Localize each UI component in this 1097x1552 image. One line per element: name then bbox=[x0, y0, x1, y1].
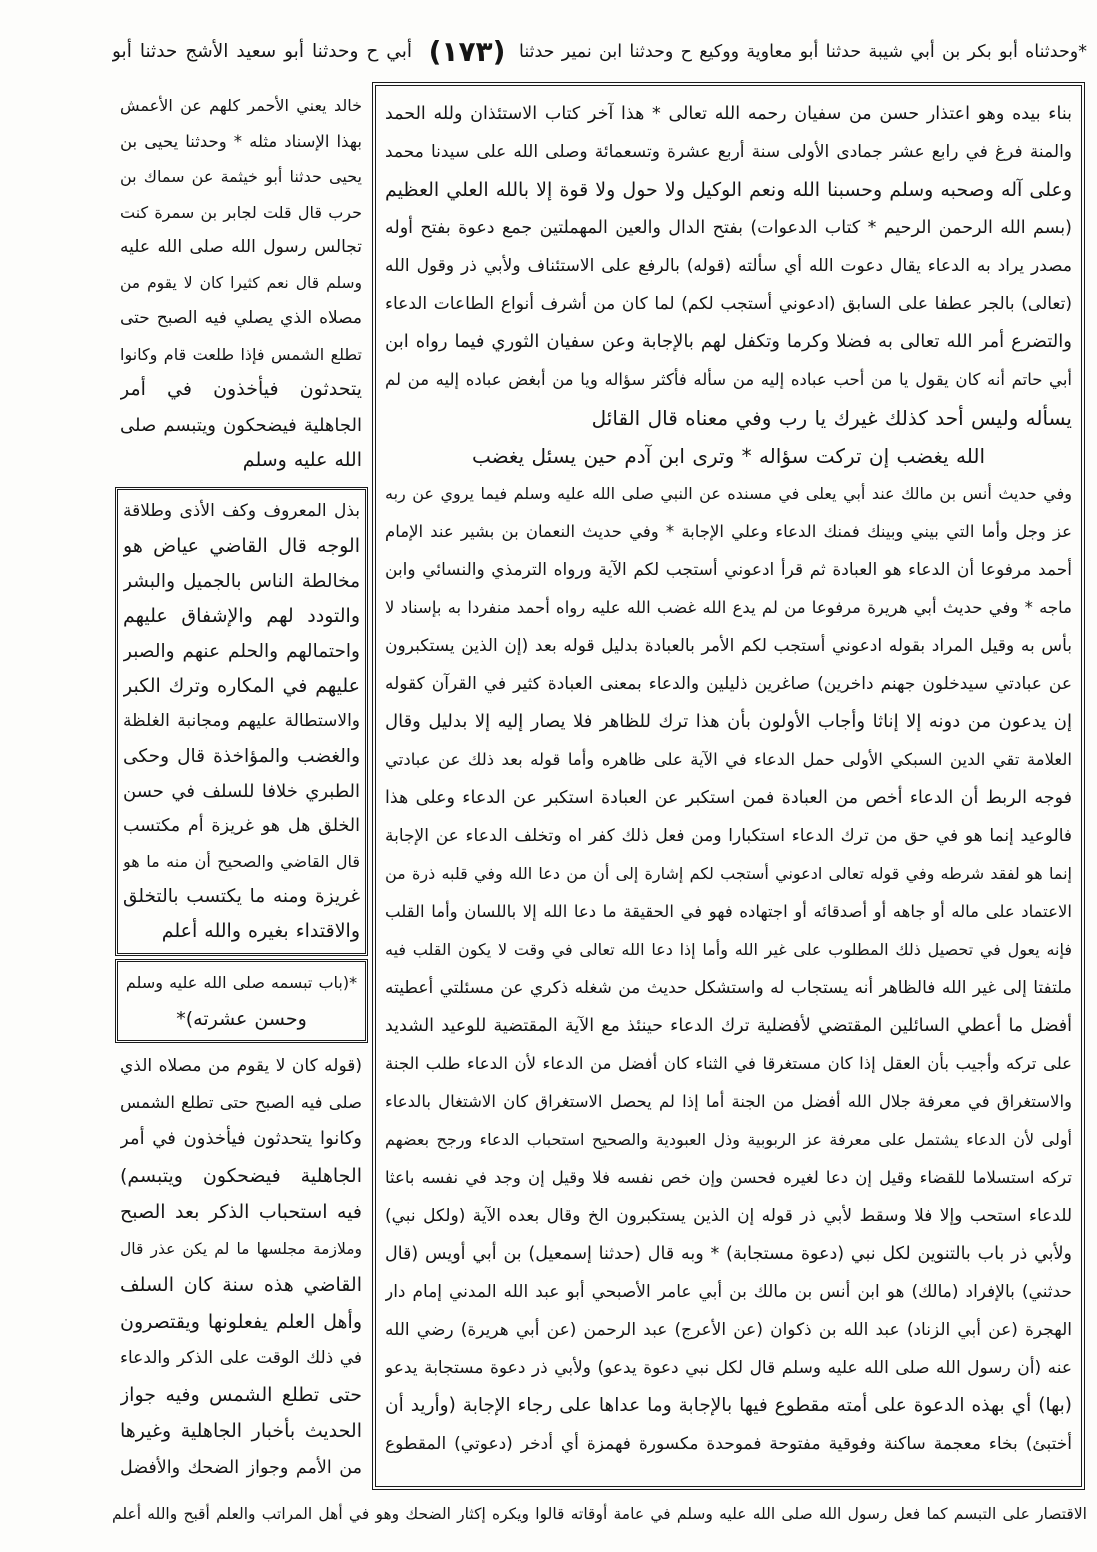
side-note-line: حتى تطلع الشمس وفيه جواز bbox=[120, 1383, 362, 1406]
commentary-line: عز وجل وأما التي بيني وبينك فمنك الدعاء وعلي الإجابة * وفي حديث النعمان بن بشير عند الإمام bbox=[385, 522, 1072, 541]
hadith-line: تطلع الشمس فإذا طلعت قام وكانوا bbox=[120, 344, 362, 364]
hadith-line: الله عليه وسلم bbox=[242, 449, 362, 471]
page-header bbox=[112, 28, 1087, 78]
commentary-line: للدعاء استحب وإلا فلا وسقط لأبي ذر قوله إن الذين يستكبرون الخ وقال بعده الآية (ولكل نبي) bbox=[385, 1206, 1072, 1226]
commentary-line: فإنه يعول في تحصيل ذلك المطلوب على غير الله وأما إذا دعا الله تعالى في وقت لا يكون القلب فيه bbox=[385, 940, 1072, 959]
side-note-line: القاضي هذه سنة كان السلف bbox=[120, 1274, 362, 1296]
commentary-line: الهجرة (عن أبي الزناد) عبد الله بن ذكوان (عن الأعرج) عبد الرحمن (عن أبي هريرة) رضي الله bbox=[385, 1320, 1072, 1340]
commentary-line: العلامة تقي الدين السبكي الأولى حمل الدعاء في الآية على ظاهره وأما قوله بعد ذلك عن عبادتي bbox=[385, 750, 1072, 769]
commentary-line: بأس به وقيل المراد بقوله ادعوني أستجب لكم الأمر بالعبادة بدليل قوله بعد (إن الذين يستكبرون bbox=[385, 636, 1072, 656]
page-footer bbox=[112, 1493, 1087, 1535]
chapter-heading-line: *(باب تبسمه صلى الله عليه وسلم bbox=[125, 973, 358, 992]
side-note-line: وملازمة مجلسها ما لم يكن عذر قال bbox=[120, 1239, 362, 1258]
hadith-line: خالد يعني الأحمر كلهم عن الأعمش bbox=[120, 96, 362, 115]
side-note-line: الجاهلية فيضحكون ويتبسم) bbox=[120, 1164, 362, 1187]
side-notes bbox=[116, 1046, 366, 1490]
side-note-line: وأهل العلم يفعلونها ويقتصرون bbox=[120, 1310, 362, 1333]
hadith-text bbox=[116, 86, 366, 484]
commentary-line: الله يغضب إن تركت سؤاله * وترى ابن آدم حين يسئل يغضب bbox=[471, 444, 986, 468]
side-commentary-line: بذل المعروف وكف الأذى وطلاقة bbox=[123, 501, 360, 521]
commentary-line: (بسم الله الرحمن الرحيم * كتاب الدعوات) بفتح الدال والعين المهملتين جمع دعوة بفتح أوله bbox=[385, 218, 1072, 238]
footer-line: الاقتصار على التبسم كما فعل رسول الله صلى الله عليه وسلم في عامة أوقاته قالوا ويكره إكثار الضحك وهو في أهل المراتب والعلم أقبح والله أعلم bbox=[112, 1505, 1087, 1523]
commentary-line: أولى لأن الدعاء يشتمل على معرفة عز الربوبية وذل العبودية والصحيح استحباب الدعاء ورجح بعضهم bbox=[385, 1130, 1072, 1149]
side-note-line: (قوله كان لا يقوم من مصلاه الذي bbox=[120, 1056, 362, 1076]
page-number: (١٧٣) bbox=[428, 35, 506, 68]
commentary-line: يسأله وليس أحد كذلك غيرك يا رب وفي معناه قال القائل bbox=[591, 406, 1072, 430]
side-commentary-line: واحتمالهم والحلم عنهم والصبر bbox=[123, 641, 360, 662]
commentary-line: على تركه وأجيب بأن العقل إذا كان مستغرقا في الثناء كان أفضل من الدعاء لأن الدعاء طلب الجنة bbox=[385, 1054, 1072, 1073]
header-isnad-right: *وحدثناه أبو بكر بن أبي شيبة حدثنا أبو معاوية ووكيع ح وحدثنا ابن نمير حدثنا bbox=[519, 42, 1087, 62]
commentary-line: عن عبادتي سيدخلون جهنم داخرين) صاغرين ذليلين والدعاء بمعنى العبادة كثير في القرآن كقوله bbox=[385, 674, 1072, 694]
commentary-line: والتضرع أمر الله تعالى به فضلا وكرما وتكفل لهم بالإجابة وعن سفيان الثوري فيما رواه ابن bbox=[385, 331, 1072, 352]
commentary-line: أختبئ) بخاء معجمة ساكنة وفوقية مفتوحة فموحدة مكسورة فهمزة أي أدخر (دعوتي) المقطوع bbox=[385, 1434, 1072, 1454]
side-commentary-line: والغضب والمؤاخذة قال وحكى bbox=[123, 746, 360, 767]
side-note-line: من الأمم وجواز الضحك والأفضل bbox=[120, 1457, 362, 1478]
hadith-line: تجالس رسول الله صلى الله عليه bbox=[120, 237, 362, 257]
commentary-line: إن يدعون من دونه إلا إناثا وأجاب الأولون بأن هذا ترك للظاهر فلا يصار إليه إلا بدليل وقال bbox=[385, 711, 1072, 732]
side-note-line: صلى فيه الصبح حتى تطلع الشمس bbox=[120, 1092, 362, 1112]
side-commentary-line: والاستطالة عليهم ومجانبة الغلظة bbox=[123, 711, 360, 731]
hadith-line: حرب قال قلت لجابر بن سمرة كنت bbox=[120, 202, 362, 222]
commentary-line: فالوعيد إنما هو في حق من ترك الدعاء استكبارا ومن فعل ذلك كفر اه وتخلف الدعاء عن الإجابة bbox=[385, 826, 1072, 846]
header-isnad-left: أبي ح وحدثنا أبو سعيد الأشج حدثنا أبو bbox=[112, 41, 412, 62]
side-note-line: فيه استحباب الذكر بعد الصبح bbox=[120, 1201, 362, 1223]
side-commentary-line: الخلق هل هو غريزة أم مكتسب bbox=[123, 816, 360, 836]
side-commentary-line: والتودد لهم والإشفاق عليهم bbox=[123, 605, 360, 627]
hadith-line: يتحدثون فيأخذون في أمر bbox=[120, 378, 362, 400]
hadith-line: يحيى حدثنا أبو خيثمة عن سماك بن bbox=[120, 167, 362, 186]
side-commentary-line: مخالطة الناس بالجميل والبشر bbox=[123, 571, 360, 592]
commentary-line: والمنة فرغ في رابع عشر جمادى الأولى سنة أربع عشرة وتسعمائة وصلى الله على سيدنا محمد bbox=[385, 142, 1072, 162]
chapter-heading bbox=[115, 959, 368, 1043]
commentary-line: (بها) أي بهذه الدعوة على أمته مقطوع فيها بالإجابة وما عداها على رجاء الإجابة (وأريد أن bbox=[385, 1395, 1072, 1416]
commentary-line: فوجه الربط أن الدعاء أخص من العبادة فمن استكبر عن العبادة استكبر عن الدعاء وعلى هذا bbox=[385, 788, 1072, 808]
commentary-line: (تعالى) بالجر عطفا على السابق (ادعوني أستجب لكم) لما كان من أشرف أنواع الطاعات الدعاء bbox=[385, 294, 1072, 314]
commentary-line: إنما هو لفقد شرطه وفي قوله تعالى ادعوني أستجب لكم إشارة إلى أن من دعا الله وفي قلبه ذرة من bbox=[385, 864, 1072, 883]
commentary-line: وفي حديث أنس بن مالك عند أبي يعلى في مسنده عن النبي صلى الله عليه وسلم فيما يروي عن ربه bbox=[385, 484, 1072, 503]
chapter-heading-line: وحسن عشرته)* bbox=[176, 1008, 307, 1030]
commentary-line: أحمد مرفوعا أن الدعاء هو العبادة ثم قرأ ادعوني أستجب لكم الآية ورواه الترمذي والنسائي وابن bbox=[385, 560, 1072, 580]
commentary-line: تركه استسلاما للقضاء وقيل إن دعا لغيره فحسن وإن خص نفسه فلا وقيل إن وجد في نفسه باعثا bbox=[385, 1168, 1072, 1187]
commentary-line: حدثني) بالإفراد (مالك) هو ابن أنس بن مالك بن أبي عامر الأصبحي أبو عبد الله المدني إمام دار bbox=[385, 1282, 1072, 1302]
side-commentary bbox=[115, 487, 368, 956]
commentary-line: ملتفتا إلى غير الله فالظاهر أنه يستجاب له واستشكل حديث من شغله ذكري عن مسئلتي أعطيته bbox=[385, 978, 1072, 998]
side-commentary-line: والاقتداء بغيره والله أعلم bbox=[161, 920, 360, 942]
commentary-line: ماجه * وفي حديث أبي هريرة مرفوعا من لم يدع الله غضب الله عليه رواه أحمد منفردا به بإسناد لا bbox=[385, 598, 1072, 617]
main-commentary bbox=[372, 82, 1085, 1490]
side-commentary-line: غريزة ومنه ما يكتسب بالتخلق bbox=[123, 886, 360, 907]
side-note-line: وكانوا يتحدثون فيأخذون في أمر bbox=[120, 1128, 362, 1149]
hadith-line: مصلاه الذي يصلي فيه الصبح حتى bbox=[120, 308, 362, 328]
commentary-line: وعلى آله وصحبه وسلم وحسبنا الله ونعم الوكيل ولا حول ولا قوة إلا بالله العلي العظيم bbox=[385, 179, 1072, 201]
commentary-line: ولأبي ذر باب بالتنوين لكل نبي (دعوة مستجابة) * وبه قال (حدثنا إسمعيل) بن أبي أويس (قال bbox=[385, 1244, 1072, 1264]
commentary-line: أفضل ما أعطي السائلين المقتضي لأفضلية ترك الدعاء حينئذ مع الآية المقتضية للوعيد الشديد bbox=[385, 1016, 1072, 1036]
commentary-line: بناء بيده وهو اعتذار حسن من سفيان رحمه الله تعالى * هذا آخر كتاب الاستئذان ولله الحمد bbox=[385, 104, 1072, 124]
commentary-line: عنه (أن رسول الله صلى الله عليه وسلم قال لكل نبي دعوة يدعو) ولأبي ذر دعوة مستجابة يدعو bbox=[385, 1358, 1072, 1378]
hadith-line: بهذا الإسناد مثله * وحدثنا يحيى بن bbox=[120, 131, 362, 151]
commentary-line: أبي حاتم أنه كان يقول يا من أحب عباده إليه من سأله فأكثر سؤاله ويا من أبغض عباده إليه من لم bbox=[385, 370, 1072, 389]
commentary-line: مصدر يراد به الدعاء يقال دعوت الله أي سألته (قوله) بالرفع على الاستئناف ولأبي ذر وقول الله bbox=[385, 256, 1072, 276]
side-commentary-line: قال القاضي والصحيح أن منه ما هو bbox=[123, 852, 360, 871]
side-commentary-line: عليهم في المكاره وترك الكبر bbox=[123, 675, 360, 697]
commentary-line: والاستغراق في معرفة جلال الله أفضل من الجنة أما إذا لم يحصل الاستغراق كان الاشتغال بالدعاء bbox=[385, 1092, 1072, 1111]
hadith-line: الجاهلية فيضحكون ويتبسم صلى bbox=[120, 414, 362, 436]
side-note-line: في ذلك الوقت على الذكر والدعاء bbox=[120, 1348, 362, 1368]
commentary-line: الاعتماد على ماله أو جاهه أو أصدقائه أو اجتهاده فهو في الحقيقة ما دعا الله إلا باللسان وأما القلب bbox=[385, 902, 1072, 921]
side-commentary-line: الطبري خلافا للسلف في حسن bbox=[123, 781, 360, 802]
side-note-line: الحديث بأخبار الجاهلية وغيرها bbox=[120, 1420, 362, 1442]
hadith-line: وسلم قال نعم كثيرا كان لا يقوم من bbox=[120, 273, 362, 292]
side-commentary-line: الوجه قال القاضي عياض هو bbox=[123, 535, 360, 557]
